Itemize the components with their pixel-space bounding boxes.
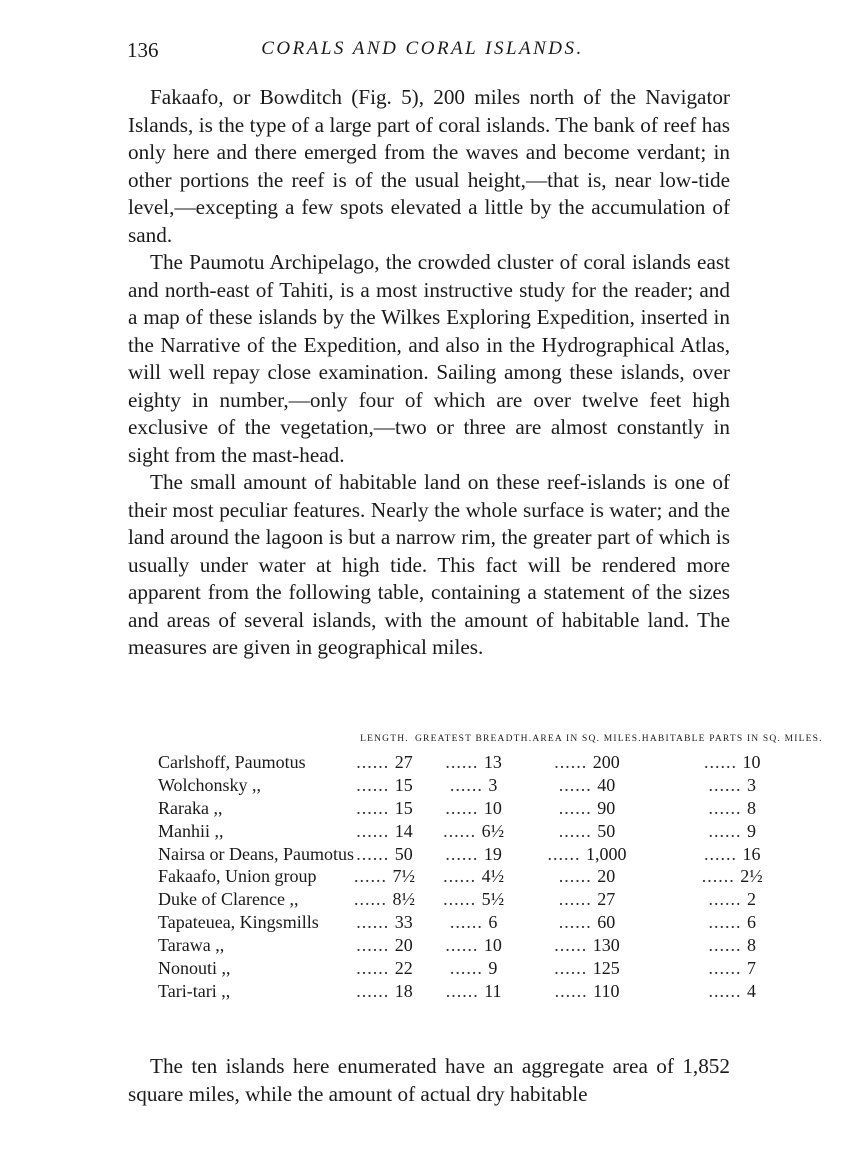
dot-leader: ...... bbox=[708, 935, 747, 956]
cell-breadth bbox=[415, 821, 532, 844]
cell-length bbox=[354, 935, 415, 958]
dot-leader: ...... bbox=[704, 843, 743, 864]
cell-value: 10 bbox=[742, 752, 761, 772]
cell-breadth bbox=[415, 866, 532, 889]
cell-value: Nairsa or Deans, Paumotus bbox=[158, 843, 354, 864]
paragraph-fakaafo: Fakaafo, or Bowditch (Fig. 5), 200 miles north of the Navigator Islands, is the type of a large part of coral islands. The bank of reef has only here and there emerged from the waves and become verdant; in other portions the reef is of the usual height,—that is, near low-tide level,—excepting a few spots elevated a little by the accumulation of sand. bbox=[128, 85, 730, 247]
dot-leader: ...... bbox=[701, 866, 741, 887]
cell-habitable bbox=[642, 866, 823, 889]
table-row bbox=[158, 821, 823, 844]
dot-leader: ...... bbox=[554, 958, 593, 979]
cell-value: 15 bbox=[394, 774, 413, 795]
table-row bbox=[158, 981, 823, 1004]
cell-value: Duke of Clarence ,, bbox=[158, 889, 299, 910]
dot-leader: ...... bbox=[445, 843, 484, 864]
cell-value: 40 bbox=[597, 774, 616, 795]
cell-name bbox=[158, 752, 354, 775]
cell-habitable bbox=[642, 935, 823, 958]
dot-leader: ...... bbox=[356, 980, 395, 1001]
cell-value: 2½ bbox=[740, 866, 763, 887]
cell-length bbox=[354, 889, 415, 912]
dot-leader: ...... bbox=[708, 797, 747, 818]
table-row bbox=[158, 889, 823, 912]
cell-length bbox=[354, 844, 415, 867]
table-row bbox=[158, 866, 823, 889]
dot-leader: ...... bbox=[445, 752, 484, 772]
dot-leader: ...... bbox=[449, 774, 489, 795]
dot-leader: ...... bbox=[353, 866, 393, 887]
cell-value: 130 bbox=[592, 935, 620, 956]
dot-leader: ...... bbox=[356, 958, 395, 979]
dot-leader: ...... bbox=[708, 774, 747, 795]
cell-value: 50 bbox=[597, 820, 616, 841]
cell-name bbox=[158, 866, 354, 889]
cell-length bbox=[354, 775, 415, 798]
cell-area bbox=[532, 821, 641, 844]
dot-leader: ...... bbox=[356, 935, 395, 956]
cell-value: Raraka ,, bbox=[158, 797, 223, 818]
cell-value: 1,000 bbox=[586, 843, 627, 864]
cell-value: 20 bbox=[394, 935, 413, 956]
cell-habitable bbox=[642, 775, 823, 798]
cell-length bbox=[354, 981, 415, 1004]
closing-text bbox=[128, 1052, 730, 1108]
dot-leader: ...... bbox=[558, 797, 598, 818]
cell-value: 8 bbox=[747, 797, 756, 818]
cell-area bbox=[532, 958, 641, 981]
dot-leader: ...... bbox=[708, 820, 747, 841]
cell-value: 13 bbox=[483, 752, 502, 772]
cell-length bbox=[354, 866, 415, 889]
dot-leader: ...... bbox=[443, 889, 482, 910]
cell-name bbox=[158, 844, 354, 867]
dot-leader: ...... bbox=[356, 752, 395, 772]
cell-breadth bbox=[415, 912, 532, 935]
cell-value: 6 bbox=[747, 912, 756, 933]
cell-value: 2 bbox=[747, 889, 756, 910]
cell-value: 3 bbox=[747, 774, 756, 795]
page-number: 136 bbox=[127, 38, 159, 62]
cell-value: 9 bbox=[488, 958, 498, 979]
cell-value: Tari-tari ,, bbox=[158, 980, 231, 1001]
cell-value: 200 bbox=[592, 752, 620, 772]
dot-leader: ...... bbox=[443, 820, 482, 841]
table-row bbox=[158, 935, 823, 958]
dot-leader: ...... bbox=[558, 912, 598, 933]
cell-breadth bbox=[415, 958, 532, 981]
dot-leader: ...... bbox=[554, 752, 593, 772]
cell-value: 27 bbox=[394, 752, 413, 772]
cell-breadth bbox=[415, 889, 532, 912]
header-area: AREA IN SQ. MILES. bbox=[532, 734, 642, 744]
cell-value: 60 bbox=[597, 912, 616, 933]
cell-value: Fakaafo, Union group bbox=[158, 866, 317, 887]
cell-value: 20 bbox=[597, 866, 616, 887]
cell-value: 4 bbox=[747, 980, 756, 1001]
dot-leader: ...... bbox=[449, 958, 489, 979]
dot-leader: ...... bbox=[708, 958, 747, 979]
cell-value: 3 bbox=[488, 774, 498, 795]
cell-habitable bbox=[642, 821, 823, 844]
cell-habitable bbox=[642, 752, 823, 775]
cell-length bbox=[354, 821, 415, 844]
running-header bbox=[0, 38, 850, 68]
cell-value: 110 bbox=[593, 980, 620, 1001]
dot-leader: ...... bbox=[708, 889, 747, 910]
cell-length bbox=[354, 912, 415, 935]
cell-breadth bbox=[415, 798, 532, 821]
cell-area bbox=[532, 844, 641, 867]
cell-area bbox=[532, 889, 641, 912]
cell-value: 19 bbox=[483, 843, 502, 864]
cell-value: Manhii ,, bbox=[158, 820, 224, 841]
cell-habitable bbox=[642, 889, 823, 912]
dot-leader: ...... bbox=[356, 820, 395, 841]
cell-area bbox=[532, 912, 641, 935]
table-header-row bbox=[158, 733, 823, 752]
dot-leader: ...... bbox=[547, 843, 587, 864]
cell-value: 15 bbox=[394, 797, 413, 818]
cell-name bbox=[158, 935, 354, 958]
cell-breadth bbox=[415, 935, 532, 958]
dot-leader: ...... bbox=[445, 797, 484, 818]
cell-value: 14 bbox=[394, 820, 413, 841]
cell-value: 125 bbox=[592, 958, 620, 979]
table-row bbox=[158, 775, 823, 798]
dot-leader: ...... bbox=[558, 866, 598, 887]
cell-length bbox=[354, 958, 415, 981]
island-sizes-table bbox=[158, 733, 823, 1004]
cell-value: 5½ bbox=[481, 889, 505, 910]
dot-leader: ...... bbox=[445, 980, 485, 1001]
cell-value: 8 bbox=[747, 935, 756, 956]
cell-area bbox=[532, 775, 641, 798]
cell-name bbox=[158, 775, 354, 798]
cell-value: 90 bbox=[597, 797, 616, 818]
cell-name bbox=[158, 912, 354, 935]
paragraph-paumotu: The Paumotu Archipelago, the crowded cluster of coral islands east and north-east of Tahiti, is a most instructive study for the reader; and a map of these islands by the Wilkes Exploring Expedition, inserted in the Narrative of the Expedition, and also in the Hydrographical Atlas, will well repay close examination. Sailing among these islands, over eighty in number,—only four of which are over twelve feet high exclusive of the vegetation,—two or three are almost constantly in sight from the mast-head. bbox=[128, 250, 730, 467]
cell-name bbox=[158, 889, 354, 912]
cell-value: 16 bbox=[742, 843, 761, 864]
cell-value: Wolchonsky ,, bbox=[158, 774, 262, 795]
dot-leader: ...... bbox=[445, 935, 484, 956]
dot-leader: ...... bbox=[449, 912, 489, 933]
dot-leader: ...... bbox=[554, 935, 593, 956]
table-row bbox=[158, 912, 823, 935]
cell-value: Tapateuea, Kingsmills bbox=[158, 912, 319, 933]
cell-habitable bbox=[642, 844, 823, 867]
cell-breadth bbox=[415, 844, 532, 867]
cell-habitable bbox=[642, 912, 823, 935]
dot-leader: ...... bbox=[558, 774, 598, 795]
cell-area bbox=[532, 981, 641, 1004]
cell-value: 22 bbox=[394, 958, 413, 979]
dot-leader: ...... bbox=[356, 797, 395, 818]
running-title: CORALS AND CORAL ISLANDS. bbox=[261, 38, 584, 59]
cell-name bbox=[158, 798, 354, 821]
cell-value: 4½ bbox=[481, 866, 505, 887]
dot-leader: ...... bbox=[708, 912, 747, 933]
dot-leader: ...... bbox=[356, 912, 395, 933]
dot-leader: ...... bbox=[356, 843, 395, 864]
paragraph-closing: The ten islands here enumerated have an aggregate area of 1,852 square miles, while the amount of actual dry habitable bbox=[128, 1054, 730, 1106]
cell-value: 6 bbox=[488, 912, 498, 933]
table-row bbox=[158, 752, 823, 775]
cell-area bbox=[532, 752, 641, 775]
header-breadth: GREATEST BREADTH. bbox=[414, 734, 533, 744]
cell-value: 10 bbox=[483, 935, 502, 956]
cell-value: 11 bbox=[484, 980, 502, 1001]
cell-value: Carlshoff, Paumotus bbox=[158, 752, 306, 772]
table-row bbox=[158, 958, 823, 981]
cell-value: 6½ bbox=[481, 820, 505, 841]
dot-leader: ...... bbox=[704, 752, 743, 772]
cell-breadth bbox=[415, 981, 532, 1004]
cell-value: 50 bbox=[394, 843, 413, 864]
body-text bbox=[128, 84, 730, 662]
cell-value: 7½ bbox=[392, 866, 415, 887]
cell-habitable bbox=[642, 798, 823, 821]
cell-breadth bbox=[415, 752, 532, 775]
cell-value: 10 bbox=[483, 797, 502, 818]
cell-value: Nonouti ,, bbox=[158, 958, 231, 979]
dot-leader: ...... bbox=[554, 980, 594, 1001]
dot-leader: ...... bbox=[558, 889, 598, 910]
cell-value: Tarawa ,, bbox=[158, 935, 225, 956]
table-row bbox=[158, 844, 823, 867]
header-length: LENGTH. bbox=[360, 734, 409, 744]
header-habitable: HABITABLE PARTS IN SQ. MILES. bbox=[641, 734, 823, 744]
cell-value: 7 bbox=[747, 958, 756, 979]
cell-length bbox=[354, 752, 415, 775]
cell-name bbox=[158, 958, 354, 981]
dot-leader: ...... bbox=[353, 889, 393, 910]
cell-breadth bbox=[415, 775, 532, 798]
cell-value: 27 bbox=[597, 889, 616, 910]
dot-leader: ...... bbox=[443, 866, 482, 887]
cell-value: 9 bbox=[747, 820, 756, 841]
dot-leader: ...... bbox=[708, 980, 747, 1001]
cell-habitable bbox=[642, 981, 823, 1004]
cell-habitable bbox=[642, 958, 823, 981]
cell-length bbox=[354, 798, 415, 821]
cell-area bbox=[532, 866, 641, 889]
dot-leader: ...... bbox=[356, 774, 395, 795]
cell-area bbox=[532, 798, 641, 821]
cell-value: 8½ bbox=[392, 889, 415, 910]
cell-name bbox=[158, 981, 354, 1004]
cell-area bbox=[532, 935, 641, 958]
header-blank bbox=[158, 733, 354, 752]
cell-name bbox=[158, 821, 354, 844]
cell-value: 18 bbox=[394, 980, 413, 1001]
cell-value: 33 bbox=[394, 912, 413, 933]
dot-leader: ...... bbox=[558, 820, 598, 841]
paragraph-habitable-land: The small amount of habitable land on these reef-islands is one of their most peculiar features. Nearly the whole surface is water; and the land around the lagoon is but a narrow rim, the greater part of which is usually under water at high tide. This fact will be rendered more apparent from the following table, containing a statement of the sizes and areas of several islands, with the amount of habitable land. The measures are given in geographical miles. bbox=[128, 470, 730, 659]
table-row bbox=[158, 798, 823, 821]
